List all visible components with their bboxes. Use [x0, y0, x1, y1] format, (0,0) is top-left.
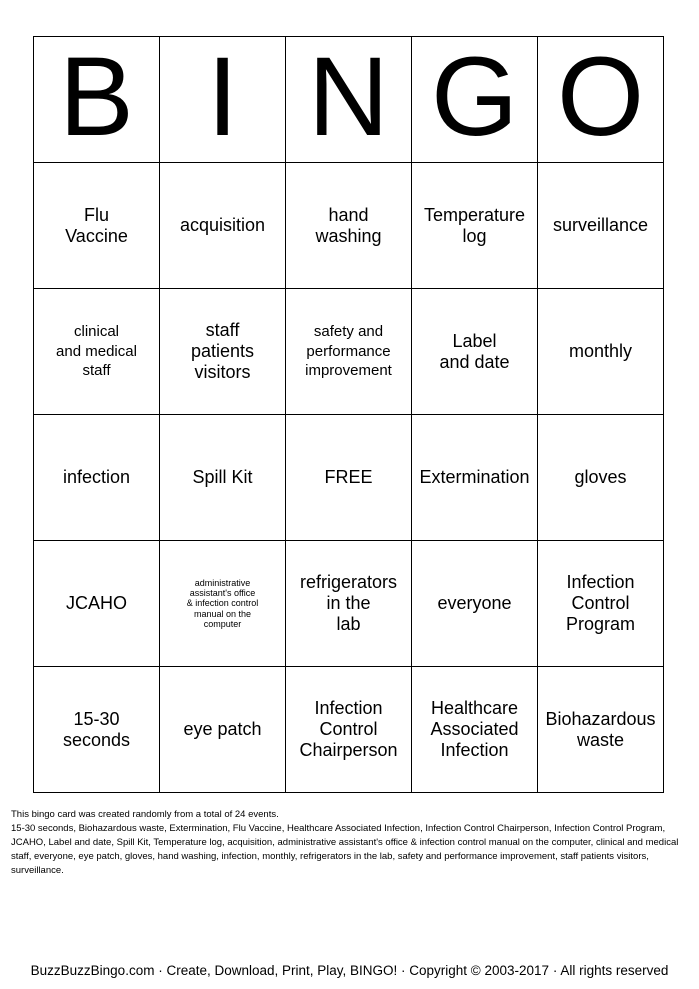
bingo-cell-text: Healthcare Associated Infection — [430, 698, 519, 760]
bingo-cell-text: FREE — [324, 467, 373, 488]
bingo-cell-text: Biohazardous waste — [545, 708, 656, 750]
header-letter: G — [430, 36, 519, 159]
bingo-cell — [34, 541, 160, 667]
bingo-cell — [34, 163, 160, 289]
bingo-cell-text: gloves — [574, 467, 627, 488]
bingo-cell — [286, 667, 412, 793]
bingo-cell — [286, 541, 412, 667]
bingo-row — [34, 667, 664, 793]
header-letter-g — [412, 37, 538, 163]
bingo-cell-text: acquisition — [179, 215, 266, 236]
bingo-cell-text: Temperature log — [423, 204, 526, 246]
bingo-cell-text: Spill Kit — [192, 467, 253, 488]
bingo-cell-text: everyone — [437, 593, 512, 614]
site-footer: BuzzBuzzBingo.com · Create, Download, Print, Play, BINGO! · Copyright © 2003-2017 · All rights reserved — [30, 963, 669, 978]
header-letter-b — [34, 37, 160, 163]
bingo-cell — [538, 541, 664, 667]
bingo-cell — [538, 667, 664, 793]
bingo-cell — [160, 289, 286, 415]
bingo-cell — [538, 163, 664, 289]
bingo-cell-text: Extermination — [419, 467, 530, 488]
bingo-row — [34, 289, 664, 415]
card-notes — [11, 808, 687, 878]
header-letter: I — [206, 36, 239, 159]
bingo-cell — [34, 667, 160, 793]
bingo-cell — [412, 163, 538, 289]
bingo-cell-text: Infection Control Chairperson — [299, 698, 398, 760]
bingo-cell-text: Flu Vaccine — [65, 204, 128, 246]
bingo-header-row — [34, 37, 664, 163]
bingo-cell-text: Label and date — [439, 330, 510, 372]
notes-event-list: 15-30 seconds, Biohazardous waste, Extermination, Flu Vaccine, Healthcare Associated Infection, Infection Control Chairperson, Infection Control Program, JCAHO, Label and date, Spill Kit, Temperature log, acquisition, administrative assistant's office & infection control manual on the computer, clinical and medical staff, everyone, eye patch, gloves, hand washing, infection, monthly, refrigerators in the lab, safety and performance improvement, staff patients visitors, surveillance. — [11, 823, 679, 876]
bingo-cell-text: safety and performance improvement — [305, 323, 392, 380]
bingo-row — [34, 163, 664, 289]
notes-intro: This bingo card was created randomly from a total of 24 events. — [11, 809, 279, 820]
bingo-cell — [538, 289, 664, 415]
bingo-cell — [34, 289, 160, 415]
bingo-cell-text: hand washing — [315, 204, 382, 246]
header-letter-o — [538, 37, 664, 163]
bingo-cell — [412, 289, 538, 415]
bingo-cell-text: administrative assistant's office & infection control manual on the computer — [186, 577, 259, 630]
bingo-cell — [412, 541, 538, 667]
bingo-row — [34, 415, 664, 541]
bingo-cell-text: 15-30 seconds — [62, 708, 131, 750]
bingo-cell — [286, 289, 412, 415]
bingo-cell-text: refrigerators in the lab — [299, 572, 398, 634]
bingo-cell-text: infection — [62, 467, 131, 488]
bingo-cell — [160, 163, 286, 289]
bingo-cell — [34, 415, 160, 541]
bingo-cell — [160, 541, 286, 667]
bingo-cell-text: surveillance — [552, 215, 649, 236]
bingo-row — [34, 541, 664, 667]
bingo-cell — [412, 415, 538, 541]
header-letter: N — [308, 36, 389, 159]
bingo-cell — [538, 415, 664, 541]
bingo-card — [33, 36, 664, 793]
bingo-cell — [160, 667, 286, 793]
header-letter-n — [286, 37, 412, 163]
bingo-cell — [286, 415, 412, 541]
bingo-cell-text: staff patients visitors — [190, 320, 255, 382]
header-letter: B — [59, 36, 134, 159]
bingo-cell-text: eye patch — [183, 719, 262, 740]
header-letter-i — [160, 37, 286, 163]
bingo-cell — [412, 667, 538, 793]
bingo-cell — [160, 415, 286, 541]
bingo-cell-text: monthly — [568, 341, 633, 362]
bingo-cell-text: clinical and medical staff — [56, 323, 137, 380]
header-letter: O — [556, 36, 645, 159]
bingo-cell-text: JCAHO — [65, 593, 127, 614]
bingo-cell — [286, 163, 412, 289]
bingo-cell-text: Infection Control Program — [565, 572, 636, 634]
